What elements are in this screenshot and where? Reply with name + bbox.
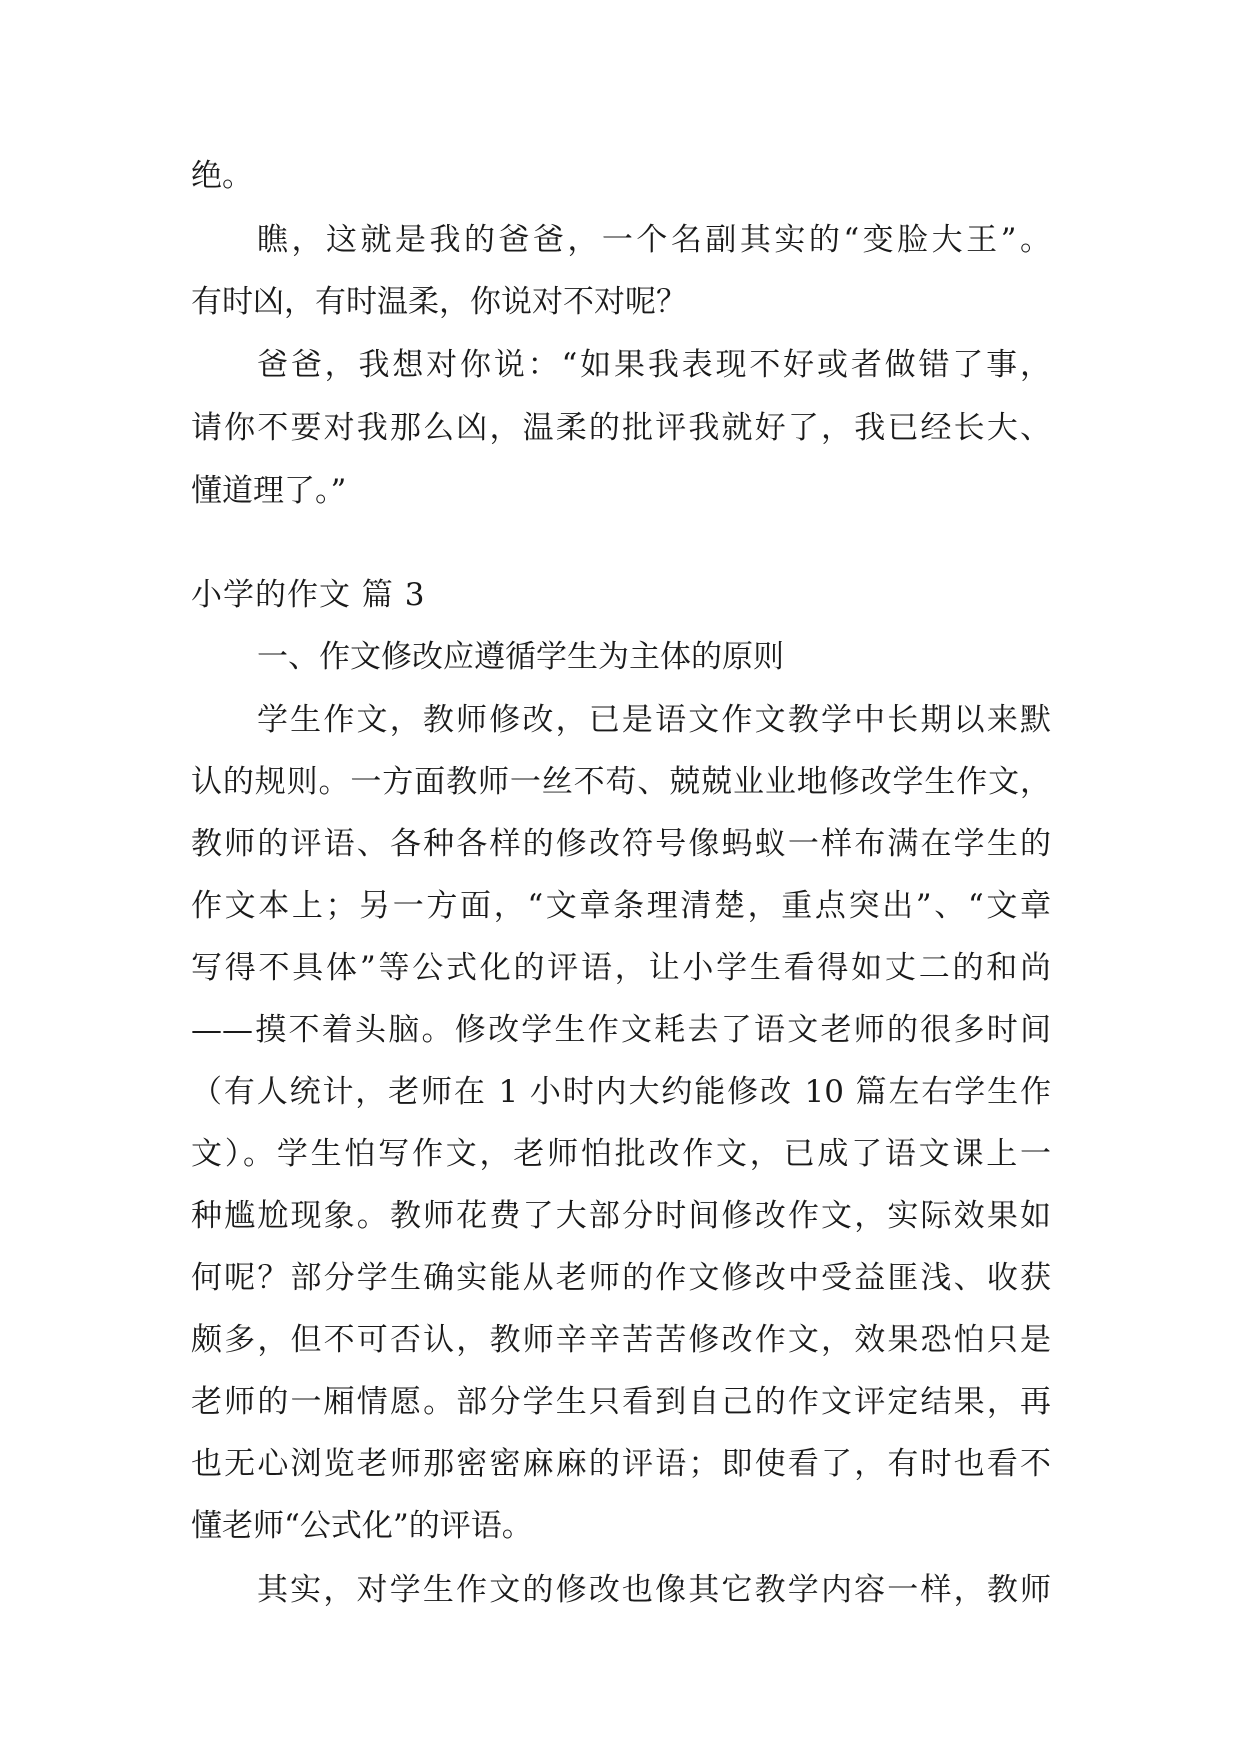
paragraph-line: 写得不具体”等公式化的评语，让小学生看得如丈二的和尚 (191, 950, 1051, 986)
paragraph-line: 学生作文，教师修改，已是语文作文教学中长期以来默 (257, 702, 1051, 738)
paragraph-line: 老师的一厢情愿。部分学生只看到自己的作文评定结果，再 (191, 1384, 1051, 1420)
paragraph-line: 请你不要对我那么凶，温柔的批评我就好了，我已经长大、 (191, 410, 1051, 446)
paragraph-line: 绝。 (191, 158, 253, 194)
paragraph-line: 作文本上；另一方面，“文章条理清楚，重点突出”、“文章 (191, 888, 1051, 924)
paragraph-line: ——摸不着头脑。修改学生作文耗去了语文老师的很多时间 (191, 1012, 1051, 1048)
paragraph-line: 认的规则。一方面教师一丝不苟、兢兢业业地修改学生作文， (191, 764, 1051, 800)
paragraph-line: 也无心浏览老师那密密麻麻的评语；即使看了，有时也看不 (191, 1446, 1051, 1482)
paragraph-line: 瞧，这就是我的爸爸，一个名副其实的“变脸大王”。 (257, 222, 1051, 258)
paragraph-line: 其实，对学生作文的修改也像其它教学内容一样，教师 (257, 1572, 1051, 1608)
paragraph-line: 何呢？部分学生确实能从老师的作文修改中受益匪浅、收获 (191, 1260, 1051, 1296)
paragraph-line: 有时凶，有时温柔，你说对不对呢？ (191, 284, 687, 320)
paragraph-line: 爸爸，我想对你说：“如果我表现不好或者做错了事， (257, 347, 1051, 383)
section-heading: 小学的作文 篇 3 (191, 577, 426, 613)
paragraph-line: 懂老师“公式化”的评语。 (191, 1508, 533, 1544)
subsection-heading: 一、作文修改应遵循学生为主体的原则 (257, 639, 784, 675)
paragraph-line: 懂道理了。” (191, 473, 347, 509)
paragraph-line: 种尴尬现象。教师花费了大部分时间修改作文，实际效果如 (191, 1198, 1051, 1234)
paragraph-line: （有人统计，老师在 1 小时内大约能修改 10 篇左右学生作 (191, 1074, 1051, 1110)
paragraph-line: 教师的评语、各种各样的修改符号像蚂蚁一样布满在学生的 (191, 826, 1051, 862)
paragraph-line: 颇多，但不可否认，教师辛辛苦苦修改作文，效果恐怕只是 (191, 1322, 1051, 1358)
paragraph-line: 文）。学生怕写作文，老师怕批改作文，已成了语文课上一 (191, 1136, 1051, 1172)
